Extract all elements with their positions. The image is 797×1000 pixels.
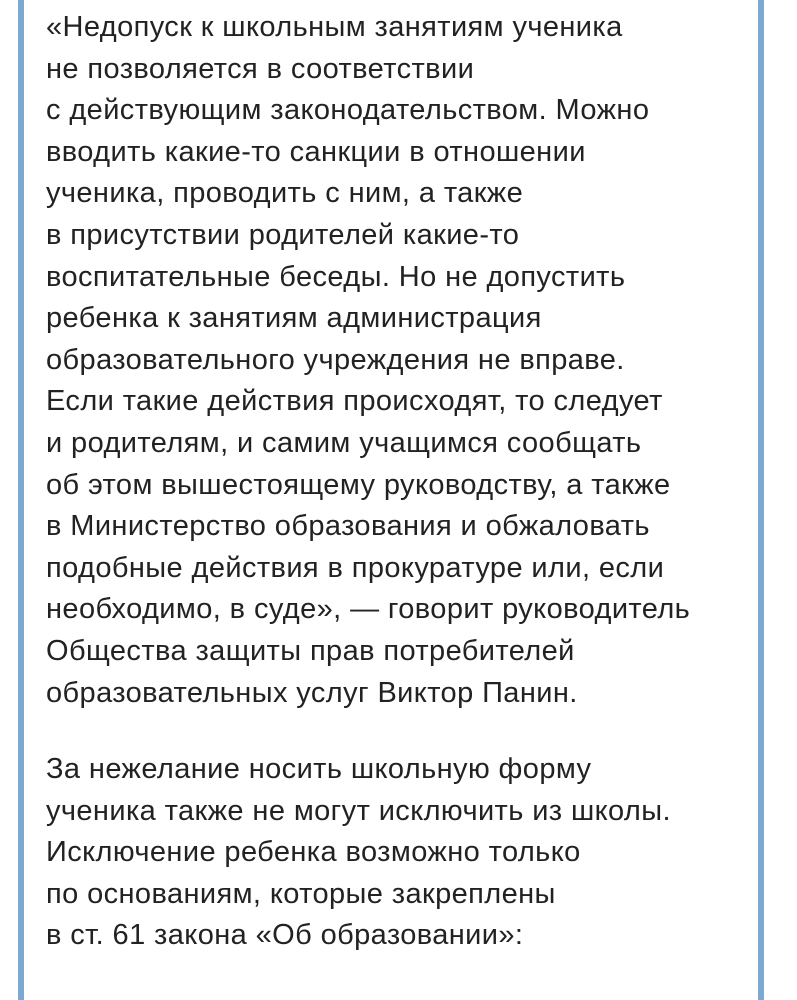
- text-line: Исключение ребенка возможно только: [46, 836, 581, 869]
- text-line: в присутствии родителей какие-то: [46, 218, 520, 251]
- quote-paragraph: [46, 7, 756, 714]
- text-line: образовательных услуг Виктор Панин.: [46, 676, 578, 709]
- text-line: об этом вышестоящему руководству, а также: [46, 468, 671, 501]
- text-line: За нежелание носить школьную форму: [46, 753, 592, 786]
- quote-border-right: [758, 0, 764, 1000]
- text-line: «Недопуск к школьным занятиям ученика: [46, 11, 623, 43]
- quote-border-left: [18, 0, 24, 1000]
- text-line: в ст. 61 закона «Об образовании»:: [46, 919, 524, 952]
- text-line: по основаниям, которые закреплены: [46, 877, 556, 910]
- text-line: ученика также не могут исключить из школы.: [46, 794, 671, 827]
- article-body: [46, 7, 756, 992]
- text-line: воспитательные беседы. Но не допустить: [46, 260, 626, 293]
- text-line: Если такие действия происходят, то следует: [46, 385, 663, 418]
- text-line: с действующим законодательством. Можно: [46, 94, 650, 127]
- text-line: вводить какие-то санкции в отношении: [46, 135, 586, 168]
- text-line: не позволяется в соответствии: [46, 52, 475, 85]
- text-line: и родителям, и самим учащимся сообщать: [46, 426, 642, 459]
- text-line: ученика, проводить с ним, а также: [46, 177, 524, 210]
- text-line: подобные действия в прокуратуре или, если: [46, 551, 665, 584]
- text-line: необходимо, в суде», — говорит руководитель: [46, 593, 691, 626]
- text-line: в Министерство образования и обжаловать: [46, 510, 650, 543]
- text-line: ребенка к занятиям администрация: [46, 302, 542, 335]
- text-line: образовательного учреждения не вправе.: [46, 343, 625, 376]
- body-paragraph: [46, 749, 756, 957]
- text-line: Общества защиты прав потребителей: [46, 634, 575, 667]
